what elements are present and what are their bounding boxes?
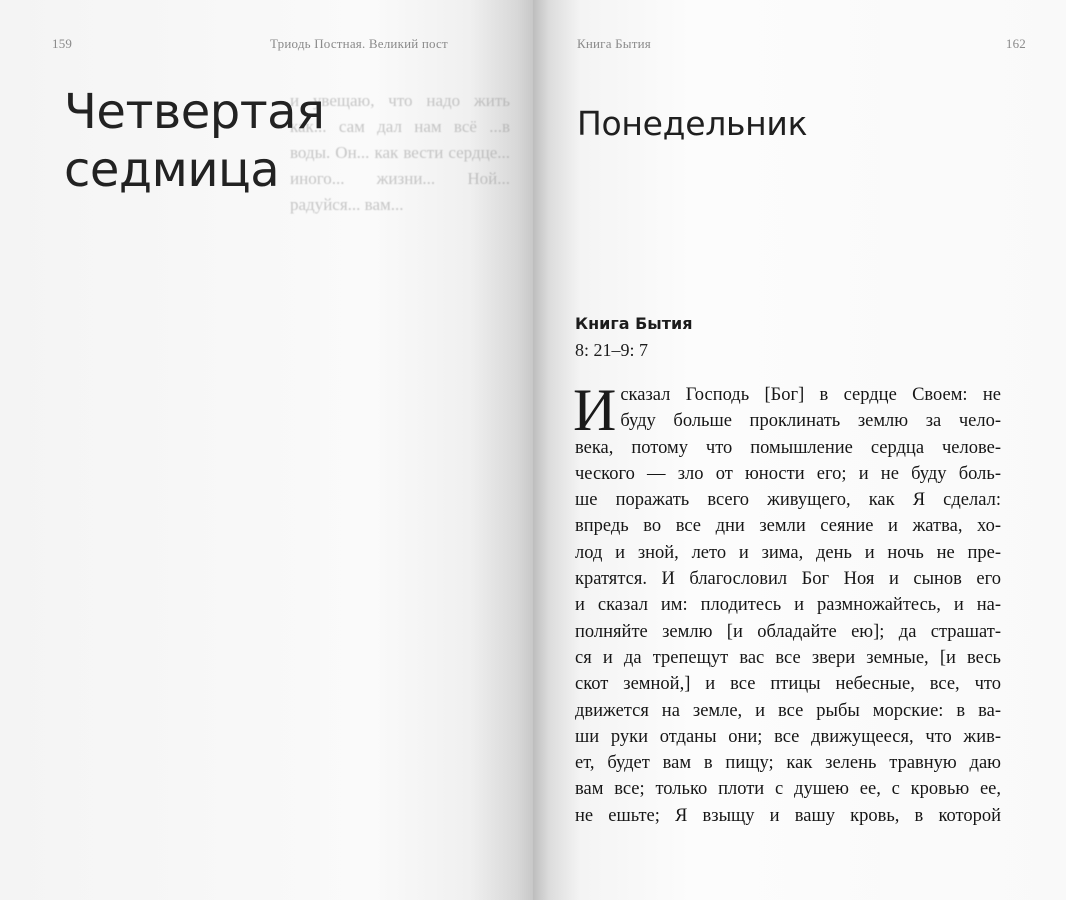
reading-line: скот земной,] и все птицы небесные, все, что — [575, 674, 1001, 695]
reading-line: движется на земле, и все рыбы морские: в ва- — [575, 700, 1001, 721]
week-title-line-2: седмица — [64, 141, 280, 198]
right-page-number: 162 — [1005, 36, 1026, 51]
reading-book-name: Книга Бытия — [575, 314, 693, 333]
reading-line: вам все; только плоти с душею ее, с кровью ее, — [575, 779, 1001, 800]
reading-line: полняйте землю [и обладайте ею]; да страшат- — [575, 621, 1001, 642]
reading-line: века, потому что помышление сердца челове- — [575, 437, 1001, 458]
reading-reference: 8: 21–9: 7 — [575, 340, 649, 360]
reading-line: сказал Господь [Бог] в сердце Своем: не — [620, 385, 1001, 405]
reading-line: ся и да трепещут вас все звери земные, [и весь — [575, 647, 1001, 668]
reading-line: впредь во все дни земли сеяние и жатва, хо- — [575, 516, 1001, 537]
reading-text — [573, 377, 1001, 829]
reading-line: и сказал им: плодитесь и размножайтесь, и на- — [575, 595, 1001, 616]
reading-line: ши руки отданы они; все движущееся, что жив- — [575, 726, 1001, 747]
reading-line: ше поражать всего живущего, как Я сделал: — [575, 490, 1001, 511]
bleed-through-text: и увещаю, что надо жить как... сам дал нам всё ...в воды. Он... как вести сердце... иного... жизни... Ной... радуйся... вам... — [290, 91, 510, 214]
left-page-number: 159 — [52, 36, 73, 51]
reading-line: буду больше проклинать землю за чело- — [620, 411, 1001, 432]
reading-line: кратятся. И благословил Бог Ноя и сынов его — [575, 569, 1001, 590]
week-title — [64, 84, 324, 199]
reading-lead-lines — [620, 382, 1001, 435]
right-page — [533, 0, 1066, 900]
left-running-title: Триодь Постная. Великий пост — [270, 36, 448, 51]
week-title-line-1: Четвертая — [64, 84, 325, 140]
reading-line: не ешьте; Я взыщу и вашу кровь, в которой — [575, 805, 1001, 826]
day-title: Понедельник — [577, 104, 808, 143]
reading-line: ет, будет вам в пищу; как зелень травную даю — [575, 753, 1001, 774]
reading-line: ческого — зло от юности его; и не буду боль- — [575, 463, 1001, 484]
right-running-title: Книга Бытия — [577, 36, 651, 51]
reading-line: лод и зной, лето и зима, день и ночь не пре- — [575, 542, 1001, 563]
drop-cap: И — [573, 377, 617, 443]
